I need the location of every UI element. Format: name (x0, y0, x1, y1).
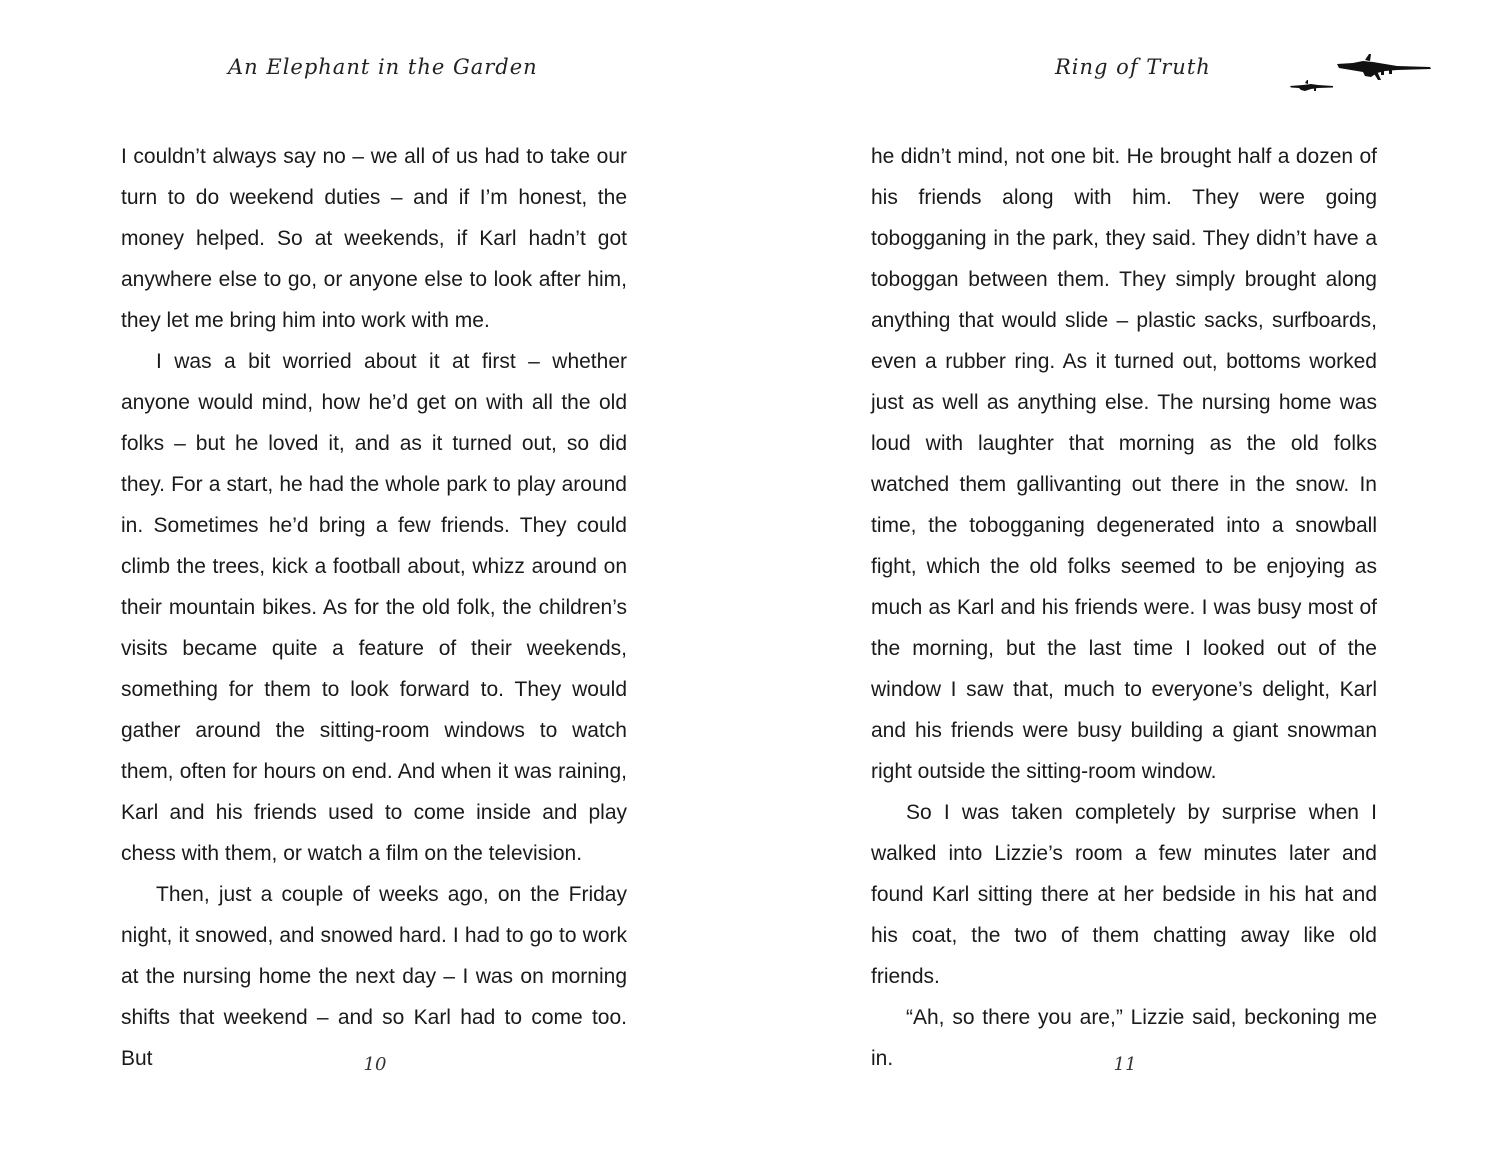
paragraph: he didn’t mind, not one bit. He brought half a dozen of his friends along with him. They were going tobogganing in the park, they said. They didn’t have a toboggan between them. They simply brought along anything that would slide – plastic sacks, surfboards, even a rubber ring. As it turned out, bottoms worked just as well as anything else. The nursing home was loud with laughter that morning as the old folks watched them gallivanting out there in the snow. In time, the tobogganing degenerated into a snowball fight, which the old folks seemed to be enjoying as much as Karl and his friends were. I was busy most of the morning, but the last time I looked out of the window I saw that, much to everyone’s delight, Karl and his friends were busy building a giant snowman right outside the sitting-room window. (871, 145, 1377, 783)
paragraph: I couldn’t always say no – we all of us had to take our turn to do weekend duties – and if I’m honest, the money helped. So at weekends, if Karl hadn’t got anywhere else to go, or anyone else to look after him, they let me bring him into work with me. (121, 145, 627, 332)
right-page-body (871, 136, 1377, 1079)
left-page-body (121, 136, 627, 1079)
page-number: 11 (1113, 1054, 1137, 1075)
bomber-planes-icon (1285, 50, 1435, 100)
paragraph: “Ah, so there you are,” Lizzie said, beckoning me in. (871, 1006, 1377, 1070)
running-head-book-title: An Elephant in the Garden (228, 55, 538, 79)
paragraph: So I was taken completely by surprise when I walked into Lizzie’s room a few minutes later and found Karl sitting there at her bedside in his hat and his coat, the two of them chatting away like old friends. (871, 801, 1377, 988)
running-head-chapter-title: Ring of Truth (1055, 55, 1211, 79)
right-page (750, 0, 1500, 1151)
paragraph: I was a bit worried about it at first – whether anyone would mind, how he’d get on with all the old folks – but he loved it, and as it turned out, so did they. For a start, he had the whole park to play around in. Sometimes he’d bring a few friends. They could climb the trees, kick a football about, whizz around on their mountain bikes. As for the old folk, the children’s visits became quite a feature of their weekends, something for them to look forward to. They would gather around the sitting-room windows to watch them, often for hours on end. And when it was raining, Karl and his friends used to come inside and play chess with them, or watch a film on the television. (121, 350, 627, 865)
paragraph: Then, just a couple of weeks ago, on the Friday night, it snowed, and snowed hard. I had to go to work at the nursing home the next day – I was on morning shifts that weekend – and so Karl had to come too. But (121, 883, 627, 1070)
page-number: 10 (363, 1054, 387, 1075)
